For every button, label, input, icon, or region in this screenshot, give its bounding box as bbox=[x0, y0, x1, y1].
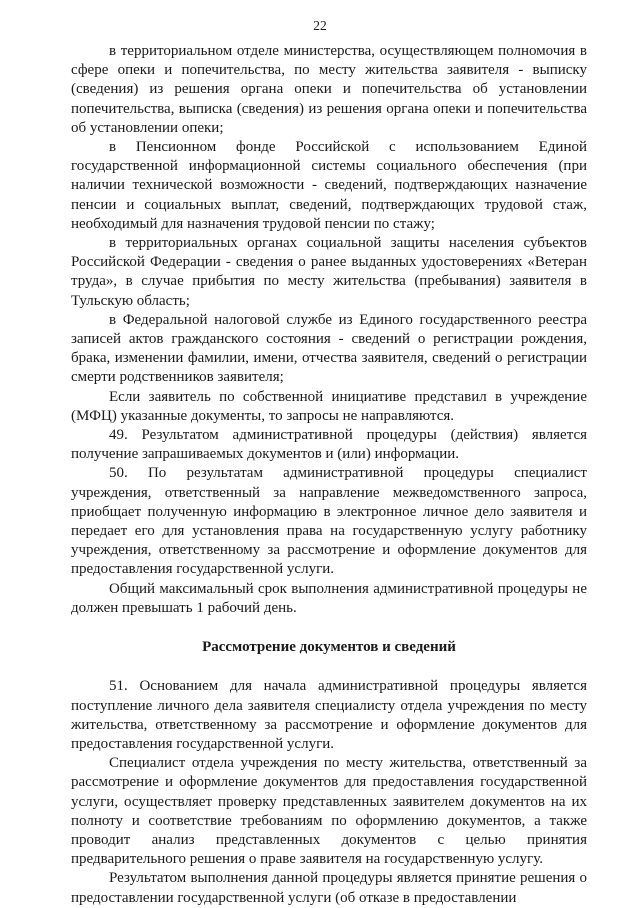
paragraph-51: 51. Основанием для начала административной процедуры является поступление личного дела заявителя специалисту отдела учреждения по месту жительства, ответственному за рассмотрение и оформление документов для предоставления государственной услуги. bbox=[71, 678, 587, 752]
paragraph-social-protection: в территориальных органах социальной защиты населения субъектов Российской Федерации - сведения о ранее выданных удостоверениях «Ветеран труда», в случае прибытия по месту жительства (пребывания) заявителя в Тульскую область; bbox=[71, 235, 587, 309]
paragraph-own-initiative: Если заявитель по собственной инициативе представил в учреждение (МФЦ) указанные документы, то запросы не направляются. bbox=[71, 388, 587, 424]
page-number: 22 bbox=[313, 18, 327, 33]
section-heading: Рассмотрение документов и сведений bbox=[202, 639, 456, 656]
paragraph-50: 50. По результатам административной процедуры специалист учреждения, ответственный за направление межведомственного запроса, приобщает полученную информацию в электронное личное дело заявителя и передает его для установления права на государственную услугу работнику учреждения, ответственному за рассмотрение и оформление документов для предоставления государственной услуги. bbox=[71, 465, 587, 578]
paragraph-pension-fund: в Пенсионном фонде Российской с использованием Единой государственной информационной системы социального обеспечения (при наличии технической возможности - сведений, подтверждающих назначение пенсии и социальных выплат, сведений, подтверждающих трудовой стаж, необходимый для назначения трудовой пенсии по стажу; bbox=[71, 139, 587, 232]
paragraph-tax-service: в Федеральной налоговой службе из Единого государственного реестра записей актов гражданского состояния - сведений о регистрации рождения, брака, изменении фамилии, имени, отчества заявителя, сведений о регистрации смерти родственников заявителя; bbox=[71, 311, 587, 386]
paragraph-max-duration: Общий максимальный срок выполнения административной процедуры не должен превышать 1 рабочий день. bbox=[71, 580, 587, 616]
paragraph-ministry-department: в территориальном отделе министерства, осуществляющем полномочия в сфере опеки и попечительства, по месту жительства заявителя - выписку (сведения) из решения органа опеки и попечительства об установлении попечительства, выписка (сведения) из решения органа опеки и попечительства об установлении опеки; bbox=[71, 43, 587, 136]
paragraph-specialist-review: Специалист отдела учреждения по месту жительства, ответственный за рассмотрение и оформление документов для предоставления государственной услуги, осуществляет проверку представленных заявителем документов на их полноту и соответствие требованиям по оформлению документов, а также проводит анализ представленных документов с целью принятия предварительного решения о праве заявителя на государственную услугу. bbox=[71, 755, 587, 868]
document-body bbox=[71, 42, 587, 908]
paragraph-result: Результатом выполнения данной процедуры является принятие решения о предоставлении государственной услуги (об отказе в предоставлении bbox=[71, 870, 587, 906]
paragraph-49: 49. Результатом административной процедуры (действия) является получение запрашиваемых документов и (или) информации. bbox=[71, 427, 587, 463]
